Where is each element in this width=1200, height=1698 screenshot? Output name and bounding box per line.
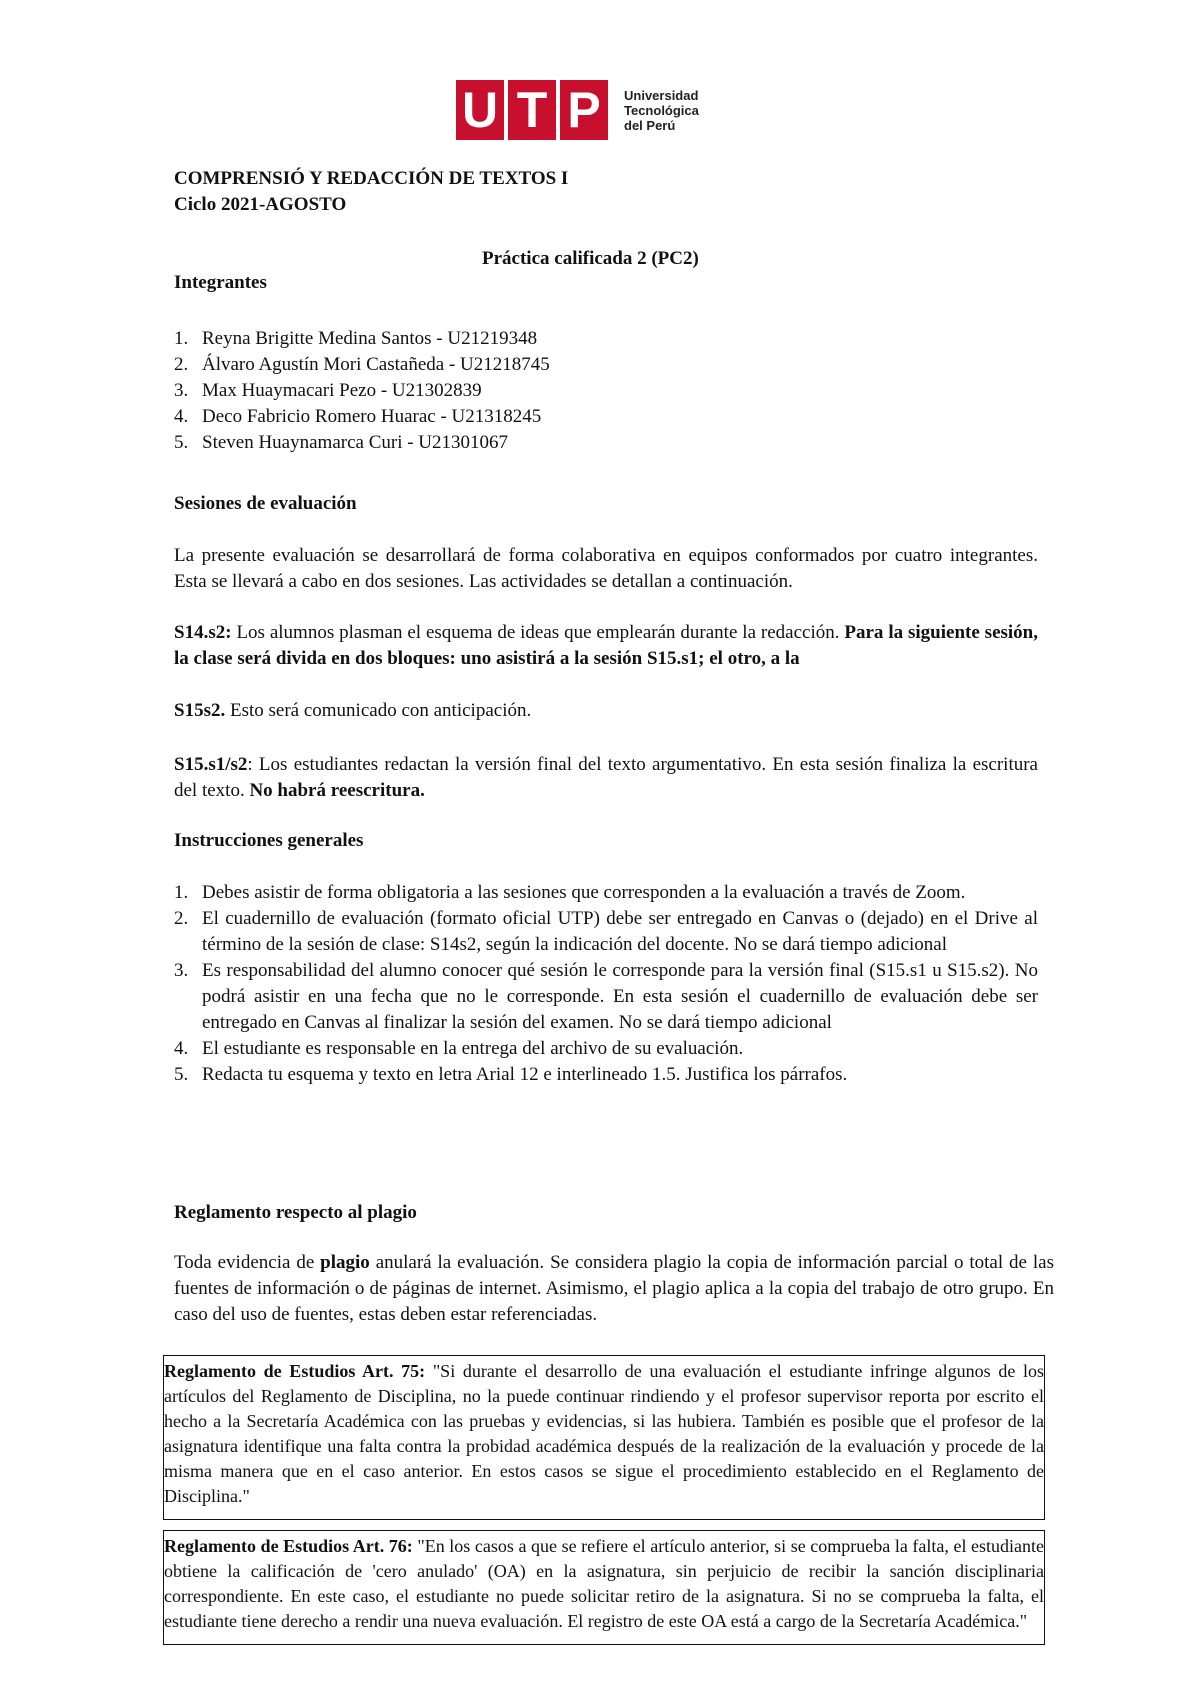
utp-logo	[456, 80, 699, 140]
list-item: 2. El cuadernillo de evaluación (formato oficial UTP) debe ser entregado en Canvas o (dejado) en el Drive al término de la sesión de clase: S14s2, según la indicación del docente. No se dará tiempo adicional	[174, 908, 1038, 955]
members-heading: Integrantes	[174, 272, 267, 293]
sessions-intro: La presente evaluación se desarrollará de forma colaborativa en equipos conformados por cuatro integrantes. Esta se llevará a cabo en dos sesiones. Las actividades se detallan a continuación.	[174, 545, 1038, 592]
course-title: COMPRENSIÓ Y REDACCIÓN DE TEXTOS I	[174, 168, 569, 189]
s15s2-text: Esto será comunicado con anticipación.	[225, 700, 532, 721]
list-item: 5. Redacta tu esquema y texto en letra Arial 12 e interlineado 1.5. Justifica los párrafos.	[174, 1064, 848, 1085]
logo-name-line2: Tecnológica	[624, 102, 699, 118]
list-item: 3. Es responsabilidad del alumno conocer qué sesión le corresponde para la versión final (S15.s1 u S15.s2). No podrá asistir en una fecha que no le corresponde. En esta sesión el cuadernillo de evaluación debe ser entregado en Canvas al finalizar la sesión del examen. No se dará tiempo adicional	[174, 960, 1038, 1033]
plagiarism-heading: Reglamento respecto al plagio	[174, 1202, 417, 1223]
list-item: 1. Reyna Brigitte Medina Santos - U21219348	[174, 328, 538, 349]
article-76-box	[163, 1530, 1045, 1645]
article-75-label: Reglamento de Estudios Art. 75:	[164, 1361, 426, 1381]
s14-text: Los alumnos plasman el esquema de ideas que emplearán durante la redacción.	[231, 622, 845, 643]
logo-letters	[456, 80, 612, 140]
instructions-heading: Instrucciones generales	[174, 830, 364, 851]
instructions-list	[174, 880, 1038, 1088]
logo-university-name	[624, 88, 699, 133]
list-item: 5. Steven Huaynamarca Curi - U21301067	[174, 432, 509, 453]
article-75-text: "Si durante el desarrollo de una evaluación el estudiante infringe algunos de los artículos del Reglamento de Disciplina, no la puede continuar rindiendo y el profesor supervisor reporta por escrito el hecho a la Secretaría Académica con las pruebas y evidencias, si las hubiera. También es posible que el profesor de la asignatura identifique una falta contra la probidad académica después de la realización de la evaluación y procede de la misma manera que en el caso anterior. En estos casos se sigue el procedimiento establecido en el Reglamento de Disciplina."	[164, 1361, 1045, 1506]
list-item: 3. Max Huaymacari Pezo - U21302839	[174, 380, 482, 401]
logo-name-line3: del Perú	[624, 117, 676, 133]
plagiarism-text-before: Toda evidencia de	[174, 1252, 321, 1273]
list-item: 4. El estudiante es responsable en la entrega del archivo de su evaluación.	[174, 1038, 744, 1059]
list-item: 2. Álvaro Agustín Mori Castañeda - U21218745	[174, 354, 550, 375]
logo-letter-t: T	[508, 80, 556, 140]
article-76-label: Reglamento de Estudios Art. 76:	[164, 1536, 413, 1556]
members-list	[174, 326, 874, 456]
s15-bold-text: No habrá reescritura.	[249, 780, 425, 801]
logo-name-line1: Universidad	[624, 87, 699, 103]
article-75-box	[163, 1355, 1045, 1520]
session-s15s2-paragraph	[174, 698, 531, 724]
s14-bold-text: Para la siguiente sesión, la clase será divida en dos bloques: uno asistirá a la sesión S15.s1; el otro, a la	[174, 622, 1038, 669]
s15-text: : Los estudiantes redactan la versión final del texto argumentativo. En esta sesión finaliza la escritura del texto.	[174, 754, 1038, 801]
plagiarism-text-after: anulará la evaluación. Se considera plagio la copia de información parcial o total de las fuentes de información o de páginas de internet. Asimismo, el plagio aplica a la copia del trabajo de otro grupo. En caso del uso de fuentes, estas deben estar referenciadas.	[174, 1252, 1055, 1325]
list-item: 4. Deco Fabricio Romero Huarac - U21318245	[174, 406, 542, 427]
list-item: 1. Debes asistir de forma obligatoria a las sesiones que corresponden a la evaluación a través de Zoom.	[174, 882, 966, 903]
logo-letter-p: P	[560, 80, 608, 140]
s14-label: S14.s2:	[174, 622, 232, 643]
article-76-text: "En los casos a que se refiere el artículo anterior, si se comprueba la falta, el estudiante obtiene la calificación de 'cero anulado' (OA) en la asignatura, sin perjuicio de recibir la sanción disciplinaria correspondiente. En este caso, el estudiante no puede solicitar retiro de la asignatura. Si no se comprueba la falta, el estudiante tiene derecho a rendir una nueva evaluación. El registro de este OA está a cargo de la Secretaría Académica."	[164, 1536, 1044, 1631]
sessions-heading: Sesiones de evaluación	[174, 493, 357, 514]
cycle-label: Ciclo 2021-AGOSTO	[174, 194, 347, 215]
logo-letter-u: U	[456, 80, 504, 140]
session-s15-paragraph	[174, 752, 1038, 804]
s15s2-label: S15s2.	[174, 700, 226, 721]
page-title: Práctica calificada 2 (PC2)	[482, 248, 699, 269]
plagiarism-paragraph	[174, 1250, 1054, 1328]
session-s14-paragraph	[174, 620, 1038, 672]
plagiarism-bold-word: plagio	[320, 1252, 370, 1273]
s15-label: S15.s1/s2	[174, 754, 248, 775]
